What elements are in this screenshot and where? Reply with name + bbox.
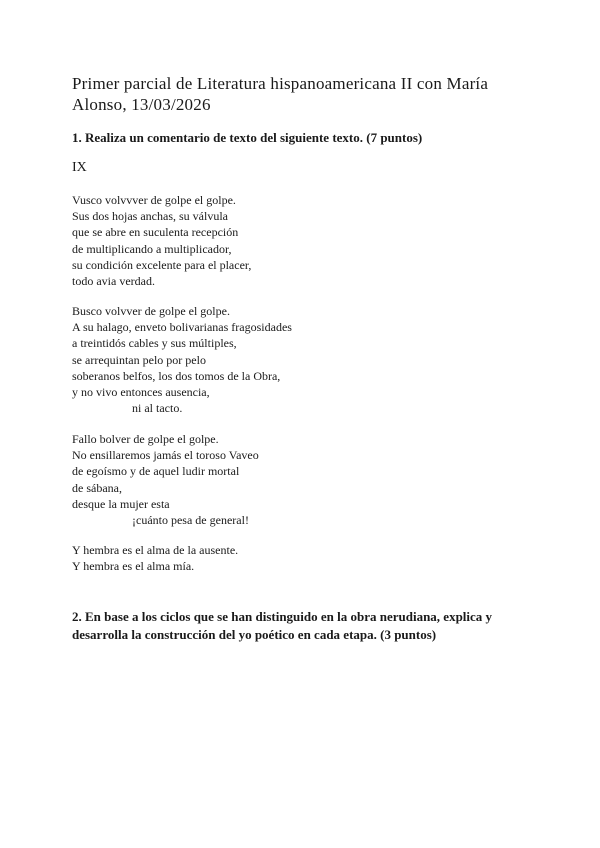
poem-line: que se abre en suculenta recepción [72,225,239,240]
question-2: 2. En base a los ciclos que se han distinguido en la obra nerudiana, explica y desarrolla la construcción del yo poético en cada etapa. (3 puntos) [72,609,493,642]
poem-line: su condición excelente para el placer, [72,257,252,272]
poem-line: Fallo bolver de golpe el golpe. [72,432,219,446]
poem-line: Busco volvver de golpe el golpe. [72,304,230,318]
poem-line: A su halago, enveto bolivarianas fragosidades [72,320,292,335]
poem-stanza-4 [72,542,238,574]
poem-line: de sábana, [72,480,122,495]
poem-line: a treintidós cables y sus múltiples, [72,336,237,351]
poem-line: Vusco volvvver de golpe el golpe. [72,193,236,207]
question-1: 1. Realiza un comentario de texto del siguiente texto. (7 puntos) [72,130,423,145]
poem-line: todo avia verdad. [72,274,155,289]
poem-line: ¡cuánto pesa de general! [132,513,249,528]
poem-number: IX [72,160,87,175]
poem-line: ni al tacto. [132,401,183,416]
poem-stanza-1 [72,192,251,289]
poem-line: y no vivo entonces ausencia, [72,385,210,400]
poem-line: de multiplicando a multiplicador, [72,241,232,256]
poem-line: Y hembra es el alma mía. [72,559,195,574]
poem-stanza-3 [72,431,259,528]
poem-line: Y hembra es el alma de la ausente. [72,543,239,557]
poem-line: se arrequintan pelo por pelo [72,352,206,367]
poem-line: soberanos belfos, los dos tomos de la Obra, [72,368,281,383]
poem-line: de egoísmo y de aquel ludir mortal [72,464,240,479]
poem-line: desque la mujer esta [72,496,170,511]
exam-title: Primer parcial de Literatura hispanoamericana II con María Alonso, 13/03/2026 [72,74,489,114]
poem-stanza-2 [72,303,292,416]
poem-line: No ensillaremos jamás el toroso Vaveo [72,448,259,463]
poem-line: Sus dos hojas anchas, su válvula [72,209,228,224]
